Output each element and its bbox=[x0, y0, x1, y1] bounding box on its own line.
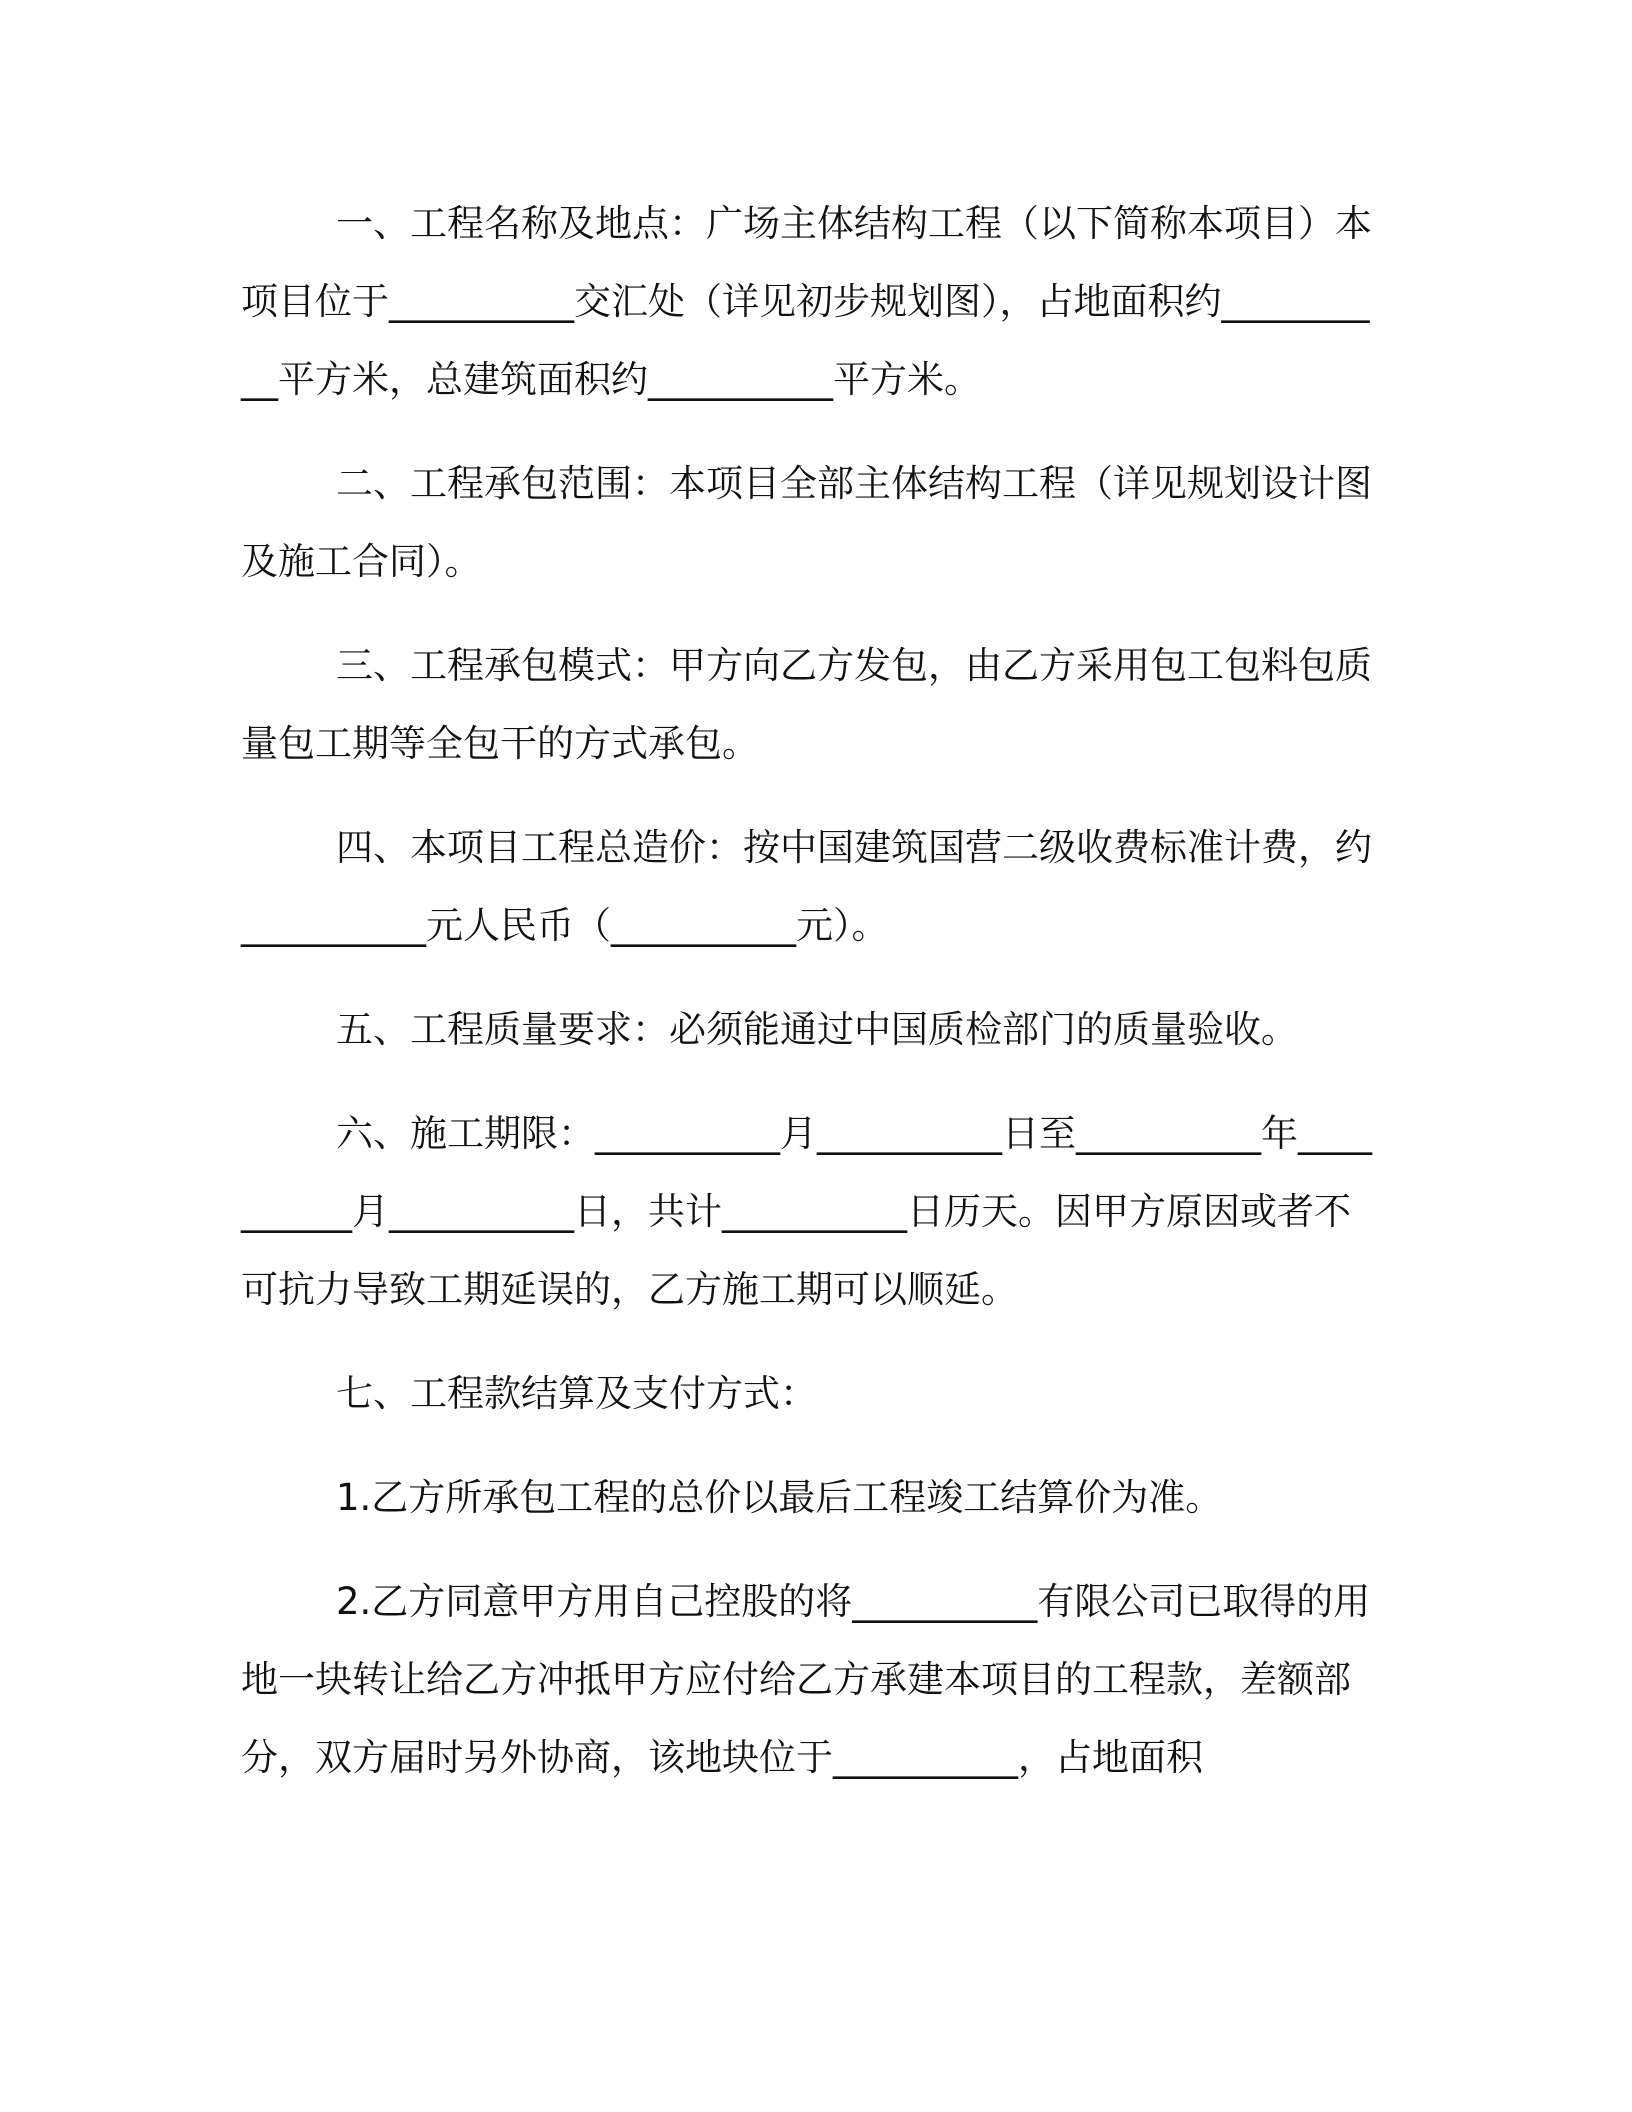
clause-1-project-name-location: 一、工程名称及地点：广场主体结构工程（以下简称本项目）本项目位于__________交汇处（详见初步规划图），占地面积约__________平方米，总建筑面积约__________平方米。 bbox=[241, 202, 1372, 401]
clause-6-construction-period: 六、施工期限：__________月__________日至__________年__________月__________日，共计__________日历天。因甲方原因或者不可抗力导致工期延误的，乙方施工期可以顺延。 bbox=[241, 1112, 1372, 1311]
clause-7-item-2: 2.乙方同意甲方用自己控股的将__________有限公司已取得的用地一块转让给乙方冲抵甲方应付给乙方承建本项目的工程款，差额部分，双方届时另外协商，该地块位于__________，占地面积 bbox=[241, 1580, 1371, 1779]
clause-7-payment-heading: 七、工程款结算及支付方式： bbox=[336, 1372, 817, 1415]
clause-2-contract-scope: 二、工程承包范围：本项目全部主体结构工程（详见规划设计图及施工合同）。 bbox=[241, 462, 1372, 583]
clause-7-item-1: 1.乙方所承包工程的总价以最后工程竣工结算价为准。 bbox=[336, 1476, 1223, 1519]
clause-3-contract-mode: 三、工程承包模式：甲方向乙方发包，由乙方采用包工包料包质量包工期等全包干的方式承包。 bbox=[241, 644, 1372, 765]
clause-4-total-cost: 四、本项目工程总造价：按中国建筑国营二级收费标准计费，约__________元人民币（__________元）。 bbox=[241, 826, 1372, 947]
clause-5-quality-requirement: 五、工程质量要求：必须能通过中国质检部门的质量验收。 bbox=[336, 1008, 1298, 1051]
document-body bbox=[241, 185, 1381, 1823]
